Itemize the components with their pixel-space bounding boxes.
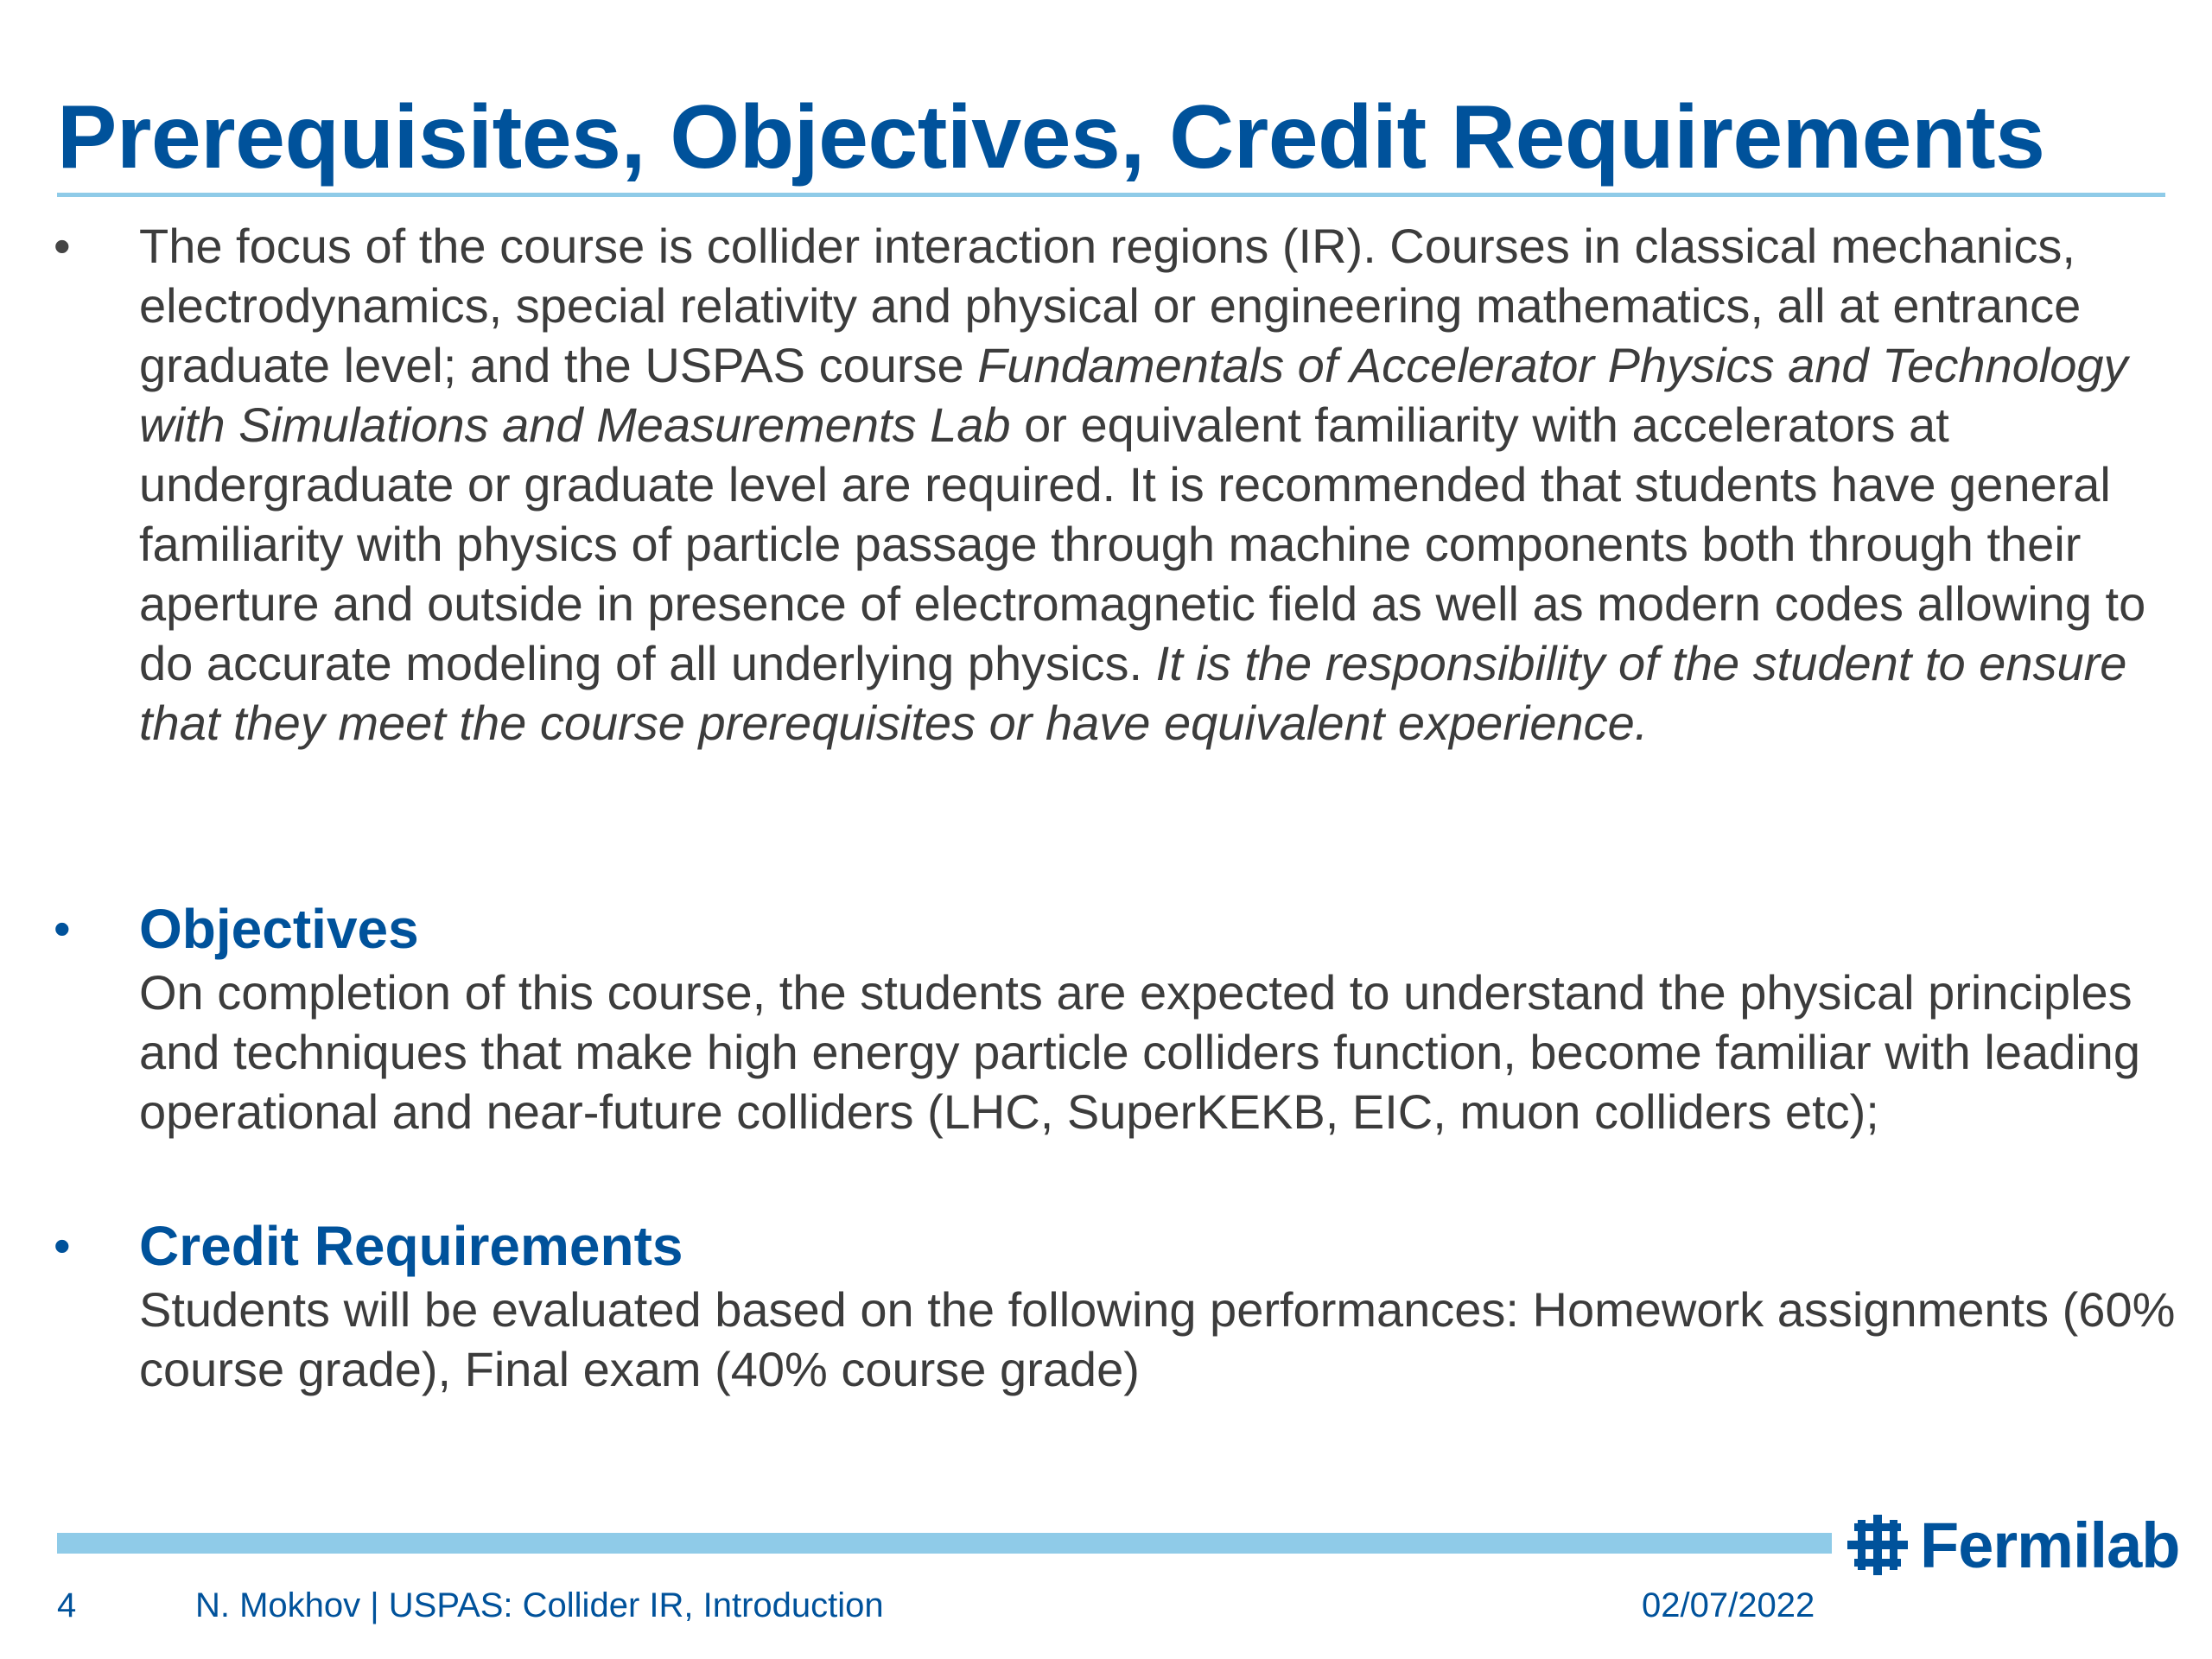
footer-bar [57, 1533, 1832, 1554]
credit-heading: Credit Requirements [139, 1215, 683, 1277]
title-divider [57, 193, 2165, 197]
bullet-objectives: • [54, 901, 71, 956]
prerequisites-text-1: The focus of the course is collider interaction regions (IR). Courses in classical mechanics, electrodynamics, special relativity and physical or engineering mathematics, all at entrance graduate level; and the USPAS course [139, 219, 2082, 392]
course-name-italic: Fundamentals of Accelerator Physics and Technology with Simulations and Measurements Lab [139, 338, 2128, 452]
footer-author-course: N. Mokhov | USPAS: Collider IR, Introduction [195, 1586, 884, 1624]
bullet-credit: • [54, 1218, 71, 1273]
footer-date: 02/07/2022 [1642, 1586, 1815, 1624]
prerequisites-text-2: or equivalent familiarity with accelerators at undergraduate or graduate level are required. It is recommended that students have general familiarity with physics of particle passage through machine components both through their aperture and outside in presence of electromagnetic field as well as modern codes allowing to do accurate modeling of all underlying physics. [139, 397, 2146, 690]
objectives-text: On completion of this course, the students are expected to understand the physical principles and techniques that make high energy particle colliders function, become familiar with leading operational and near-future colliders (LHC, SuperKEKB, EIC, muon colliders etc); [139, 965, 2140, 1139]
credit-text: Students will be evaluated based on the following performances: Homework assignments (60% course grade), Final exam (40% course grade) [139, 1282, 2176, 1396]
slide-title: Prerequisites, Objectives, Credit Requirements [57, 87, 2045, 188]
responsibility-note: It is the responsibility of the student to ensure that they meet the course prerequisites or have equivalent experience. [139, 636, 2127, 750]
fermilab-logo-text: Fermilab [1920, 1509, 2180, 1581]
bullet-prerequisites: • [54, 219, 71, 273]
page-number: 4 [57, 1586, 77, 1624]
fermilab-logo-icon [1846, 1513, 1910, 1577]
objectives-heading: Objectives [139, 898, 419, 960]
fermilab-logo [1846, 1510, 2179, 1580]
prerequisites-paragraph [139, 216, 2178, 753]
